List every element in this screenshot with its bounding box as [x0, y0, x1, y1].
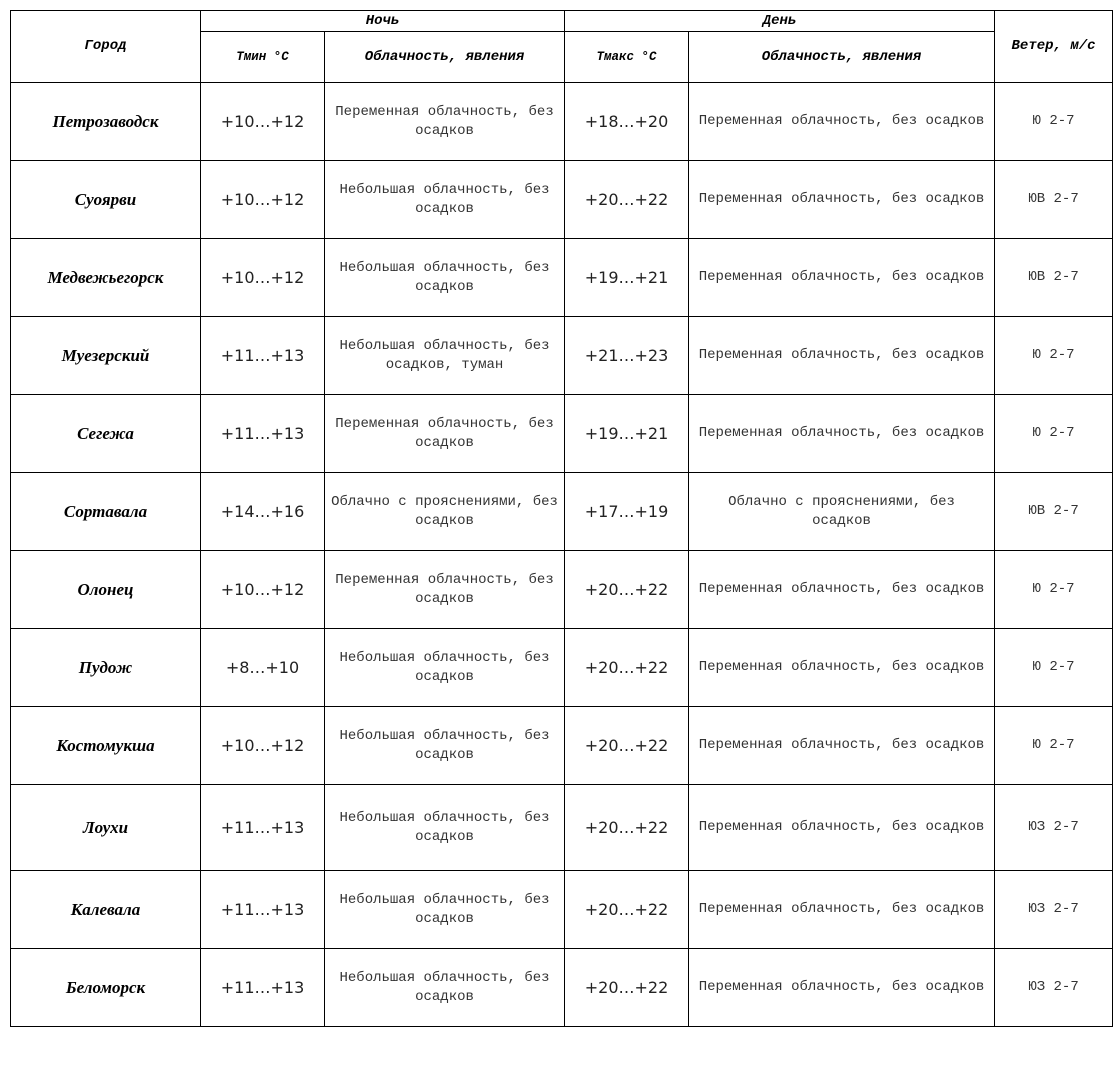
- night-cloud-desc: Небольшая облачность, без осадков: [325, 707, 565, 785]
- city-name: Олонец: [11, 551, 201, 629]
- night-min-temp: +11…+13: [201, 317, 325, 395]
- table-row: [11, 83, 1113, 161]
- day-max-temp: +17…+19: [565, 473, 689, 551]
- night-cloud-desc: Облачно с прояснениями, без осадков: [325, 473, 565, 551]
- table-row: [11, 161, 1113, 239]
- city-name: Суоярви: [11, 161, 201, 239]
- header-row-top: [11, 11, 1113, 32]
- wind-header: Ветер, м/с: [995, 11, 1113, 83]
- table-row: [11, 707, 1113, 785]
- night-min-temp: +11…+13: [201, 785, 325, 871]
- city-name: Сортавала: [11, 473, 201, 551]
- forecast-rows: [11, 83, 1113, 1027]
- forecast-table: [10, 10, 1113, 1027]
- table-row: [11, 551, 1113, 629]
- day-cloud-desc: Переменная облачность, без осадков: [689, 629, 995, 707]
- day-cloud-desc: Переменная облачность, без осадков: [689, 395, 995, 473]
- day-cloud-desc: Переменная облачность, без осадков: [689, 83, 995, 161]
- forecast-page: [10, 10, 1113, 1027]
- day-cloud-desc: Переменная облачность, без осадков: [689, 949, 995, 1027]
- wind-value: ЮЗ 2-7: [995, 785, 1113, 871]
- day-max-temp: +20…+22: [565, 551, 689, 629]
- table-row: [11, 629, 1113, 707]
- wind-value: ЮЗ 2-7: [995, 949, 1113, 1027]
- day-max-temp: +21…+23: [565, 317, 689, 395]
- night-min-temp: +10…+12: [201, 551, 325, 629]
- night-cloud-desc: Небольшая облачность, без осадков: [325, 949, 565, 1027]
- night-cloud-desc: Переменная облачность, без осадков: [325, 83, 565, 161]
- city-name: Петрозаводск: [11, 83, 201, 161]
- night-cloud-desc: Небольшая облачность, без осадков: [325, 629, 565, 707]
- day-max-temp: +20…+22: [565, 785, 689, 871]
- day-max-temp: +20…+22: [565, 161, 689, 239]
- city-name: Калевала: [11, 871, 201, 949]
- wind-value: Ю 2-7: [995, 629, 1113, 707]
- night-min-temp: +11…+13: [201, 871, 325, 949]
- tmin-header: Тмин °С: [201, 32, 325, 83]
- day-header: День: [565, 11, 995, 32]
- tmax-header: Тмакс °С: [565, 32, 689, 83]
- night-min-temp: +10…+12: [201, 239, 325, 317]
- table-row: [11, 473, 1113, 551]
- city-name: Костомукша: [11, 707, 201, 785]
- night-cloud-desc: Небольшая облачность, без осадков: [325, 161, 565, 239]
- day-cloud-desc: Переменная облачность, без осадков: [689, 317, 995, 395]
- city-header: Город: [11, 11, 201, 83]
- table-row: [11, 317, 1113, 395]
- wind-value: Ю 2-7: [995, 551, 1113, 629]
- night-min-temp: +10…+12: [201, 161, 325, 239]
- day-cloud-desc: Переменная облачность, без осадков: [689, 161, 995, 239]
- day-cloud-desc: Переменная облачность, без осадков: [689, 239, 995, 317]
- day-cloud-desc: Переменная облачность, без осадков: [689, 707, 995, 785]
- table-row: [11, 239, 1113, 317]
- table-row: [11, 395, 1113, 473]
- city-name: Муезерский: [11, 317, 201, 395]
- city-name: Сегежа: [11, 395, 201, 473]
- city-name: Беломорск: [11, 949, 201, 1027]
- night-cloud-desc: Переменная облачность, без осадков: [325, 551, 565, 629]
- night-cloud-desc: Небольшая облачность, без осадков: [325, 871, 565, 949]
- night-min-temp: +10…+12: [201, 83, 325, 161]
- night-cloud-desc: Небольшая облачность, без осадков, туман: [325, 317, 565, 395]
- day-max-temp: +20…+22: [565, 629, 689, 707]
- wind-value: Ю 2-7: [995, 395, 1113, 473]
- city-name: Лоухи: [11, 785, 201, 871]
- wind-value: Ю 2-7: [995, 317, 1113, 395]
- wind-value: ЮВ 2-7: [995, 473, 1113, 551]
- night-min-temp: +11…+13: [201, 949, 325, 1027]
- night-cloud-header: Облачность, явления: [325, 32, 565, 83]
- night-cloud-desc: Небольшая облачность, без осадков: [325, 785, 565, 871]
- day-max-temp: +19…+21: [565, 239, 689, 317]
- day-cloud-header: Облачность, явления: [689, 32, 995, 83]
- wind-value: ЮВ 2-7: [995, 239, 1113, 317]
- wind-value: Ю 2-7: [995, 707, 1113, 785]
- day-max-temp: +20…+22: [565, 871, 689, 949]
- day-max-temp: +19…+21: [565, 395, 689, 473]
- day-max-temp: +20…+22: [565, 707, 689, 785]
- night-cloud-desc: Переменная облачность, без осадков: [325, 395, 565, 473]
- night-min-temp: +8…+10: [201, 629, 325, 707]
- table-row: [11, 949, 1113, 1027]
- night-cloud-desc: Небольшая облачность, без осадков: [325, 239, 565, 317]
- day-cloud-desc: Переменная облачность, без осадков: [689, 785, 995, 871]
- night-header: Ночь: [201, 11, 565, 32]
- city-name: Пудож: [11, 629, 201, 707]
- table-row: [11, 871, 1113, 949]
- day-cloud-desc: Переменная облачность, без осадков: [689, 551, 995, 629]
- city-name: Медвежьегорск: [11, 239, 201, 317]
- night-min-temp: +10…+12: [201, 707, 325, 785]
- day-max-temp: +18…+20: [565, 83, 689, 161]
- day-cloud-desc: Переменная облачность, без осадков: [689, 871, 995, 949]
- night-min-temp: +11…+13: [201, 395, 325, 473]
- day-cloud-desc: Облачно с прояснениями, без осадков: [689, 473, 995, 551]
- wind-value: ЮЗ 2-7: [995, 871, 1113, 949]
- wind-value: Ю 2-7: [995, 83, 1113, 161]
- night-min-temp: +14…+16: [201, 473, 325, 551]
- table-row: [11, 785, 1113, 871]
- wind-value: ЮВ 2-7: [995, 161, 1113, 239]
- day-max-temp: +20…+22: [565, 949, 689, 1027]
